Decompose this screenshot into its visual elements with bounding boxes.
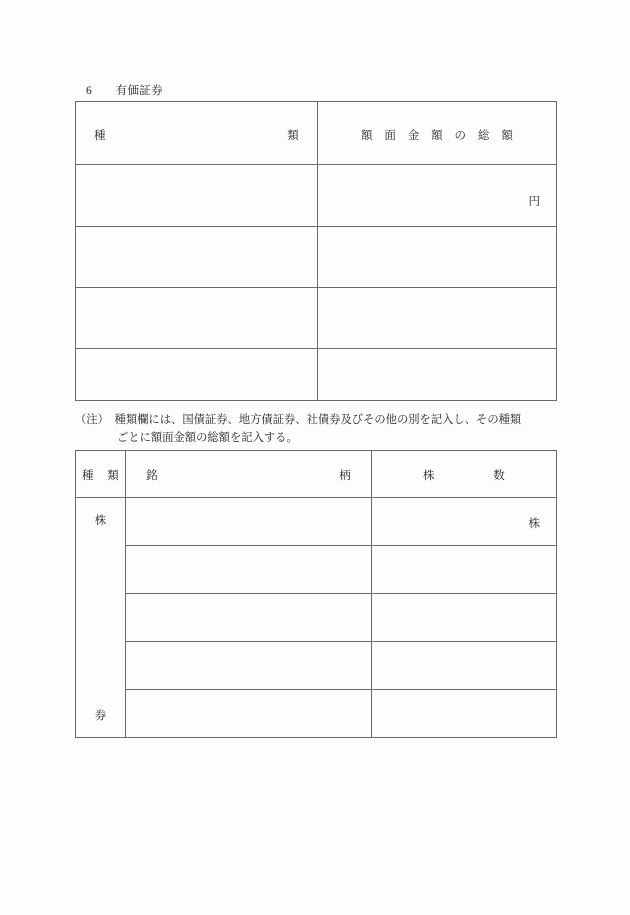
table-row bbox=[76, 227, 557, 288]
securities-header-kind bbox=[94, 127, 299, 143]
shares-type-glyph-bottom: 券 bbox=[94, 710, 107, 722]
shares-header-type bbox=[82, 467, 119, 483]
securities-amount-input-3[interactable] bbox=[318, 288, 557, 349]
section-number: 6 bbox=[86, 85, 93, 97]
securities-table-header-row bbox=[76, 102, 557, 165]
securities-header-kind-left: 種 bbox=[94, 130, 106, 142]
shares-count-input-5[interactable] bbox=[372, 690, 557, 738]
shares-header-count-cell bbox=[372, 451, 557, 498]
shares-brand-input-5[interactable] bbox=[126, 690, 372, 738]
share-unit-label: 株 bbox=[528, 518, 540, 530]
table-row bbox=[76, 165, 557, 227]
shares-header-count: 株 数 bbox=[423, 470, 505, 482]
securities-note-line-2: ごとに額面金額の総額を記入する。 bbox=[117, 432, 298, 444]
securities-table bbox=[75, 101, 557, 401]
table-row bbox=[76, 546, 557, 594]
securities-kind-input-1[interactable] bbox=[76, 165, 318, 227]
table-row bbox=[76, 642, 557, 690]
shares-brand-input-2[interactable] bbox=[126, 546, 372, 594]
section-title-text: 有価証券 bbox=[115, 85, 163, 97]
shares-brand-input-4[interactable] bbox=[126, 642, 372, 690]
table-row bbox=[76, 594, 557, 642]
shares-table bbox=[75, 450, 557, 738]
table-row bbox=[76, 690, 557, 738]
securities-header-amount-cell bbox=[318, 102, 557, 165]
shares-count-input-3[interactable] bbox=[372, 594, 557, 642]
shares-header-type-right: 類 bbox=[107, 470, 119, 482]
securities-note-line-1: （注） 種類欄には、国債証券、地方債証券、社債券及びその他の別を記入し、その種類 bbox=[75, 414, 522, 426]
securities-amount-input-1[interactable] bbox=[318, 165, 557, 227]
securities-header-kind-cell bbox=[76, 102, 318, 165]
securities-kind-input-3[interactable] bbox=[76, 288, 318, 349]
shares-header-brand bbox=[146, 467, 351, 483]
shares-brand-input-1[interactable] bbox=[126, 498, 372, 546]
shares-count-input-2[interactable] bbox=[372, 546, 557, 594]
table-row bbox=[76, 288, 557, 349]
securities-header-kind-right: 類 bbox=[287, 130, 299, 142]
shares-header-type-cell bbox=[76, 451, 126, 498]
shares-table-header-row bbox=[76, 451, 557, 498]
yen-unit-label: 円 bbox=[528, 196, 540, 208]
shares-header-brand-cell bbox=[126, 451, 372, 498]
shares-brand-input-3[interactable] bbox=[126, 594, 372, 642]
table-row bbox=[76, 498, 557, 546]
securities-kind-input-4[interactable] bbox=[76, 349, 318, 401]
shares-header-brand-left: 銘 bbox=[146, 470, 158, 482]
securities-amount-input-4[interactable] bbox=[318, 349, 557, 401]
table-row bbox=[76, 349, 557, 401]
section-heading bbox=[86, 83, 163, 99]
shares-count-input-1[interactable] bbox=[372, 498, 557, 546]
shares-count-input-4[interactable] bbox=[372, 642, 557, 690]
shares-header-type-left: 種 bbox=[82, 470, 94, 482]
securities-header-amount: 額 面 金 額 の 総 額 bbox=[360, 130, 514, 142]
shares-type-merged-cell bbox=[76, 498, 126, 738]
securities-amount-input-2[interactable] bbox=[318, 227, 557, 288]
securities-note bbox=[75, 411, 560, 447]
shares-type-glyph-top: 株 bbox=[94, 515, 107, 527]
shares-header-brand-right: 柄 bbox=[339, 470, 351, 482]
securities-kind-input-2[interactable] bbox=[76, 227, 318, 288]
